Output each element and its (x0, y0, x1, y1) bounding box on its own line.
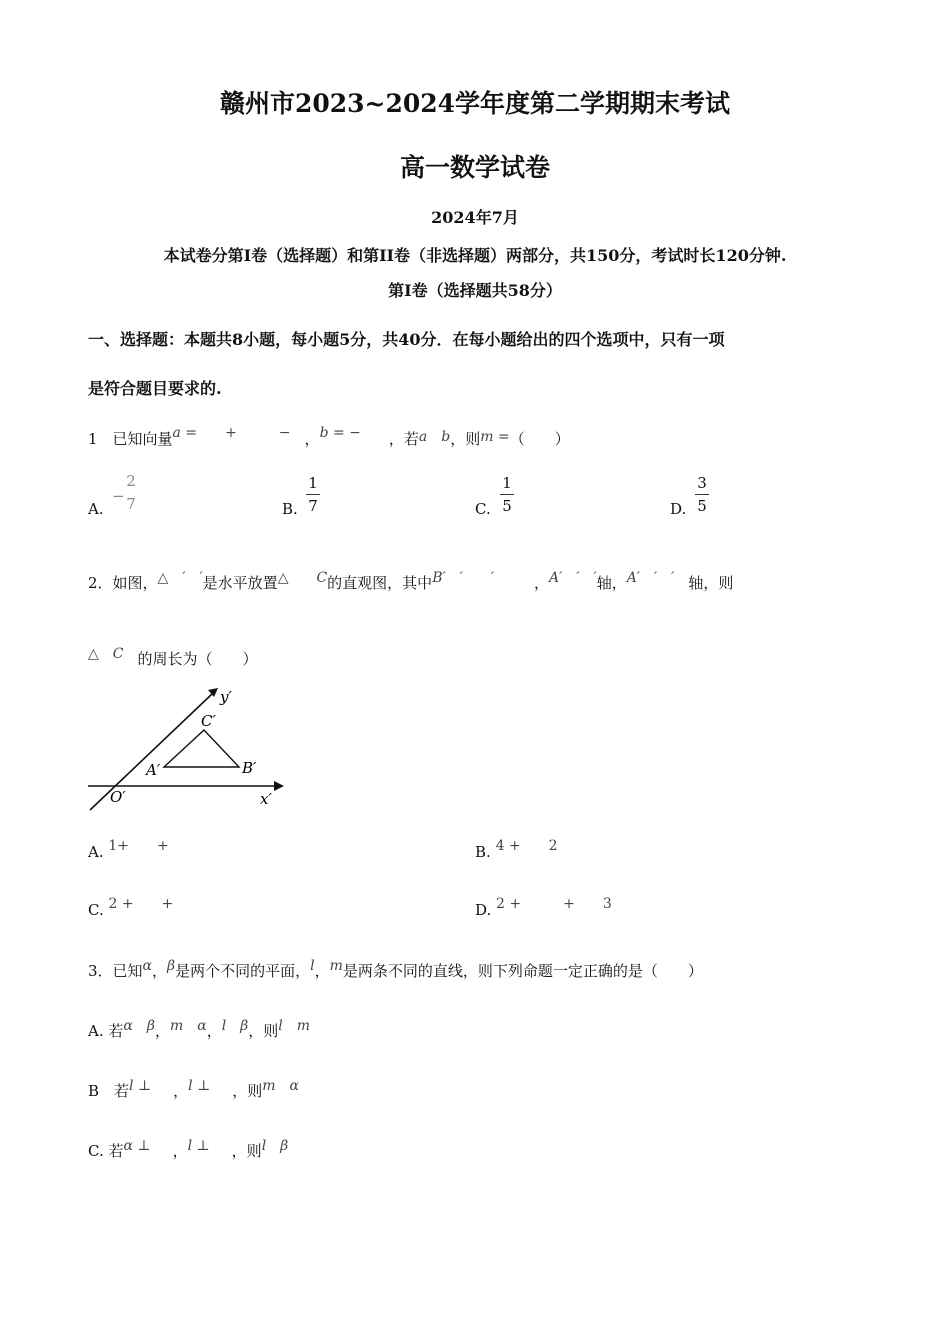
q1-option-a-fraction (124, 472, 138, 513)
q1-vector-a: a = + − (172, 425, 305, 441)
point-b-label: B′ (242, 759, 257, 777)
q2-text2: 的直观图，其中 (327, 574, 433, 592)
q1-m: m = (480, 429, 510, 445)
q1-option-a-neg: − (112, 487, 125, 505)
oblique-drawing-figure (84, 684, 284, 814)
q2-triangle: △ C (277, 570, 328, 586)
q3-option-a (88, 1020, 310, 1041)
section-heading-line1: 一、选择题：本题共8小题，每小题5分，共40分．在每小题给出的四个选项中，只有一项 (88, 330, 725, 349)
question-2-line2 (88, 648, 258, 669)
q2-option-a (88, 838, 169, 862)
q2-math1: B′ ′ ′ (432, 570, 495, 586)
q2-option-c (88, 896, 174, 920)
q1-prefix: 1 已知向量 (88, 430, 173, 448)
q2-sep: ， (534, 574, 550, 592)
q1-option-d-label: D. (670, 500, 687, 518)
q3-option-a-c1: ， (154, 1022, 170, 1040)
q3-option-c-c2: ，则 (231, 1142, 262, 1160)
q3-option-b-c1: ， (173, 1082, 189, 1100)
q1-option-c-den: 5 (502, 497, 512, 515)
q1-option-b-den: 7 (308, 497, 318, 515)
q1-option-d-num: 3 (697, 474, 707, 492)
q2-triangle-prime: △ ′ ′ (157, 570, 203, 586)
q3-option-c (88, 1140, 288, 1161)
q1-option-c-fraction (500, 474, 514, 515)
q1-option-d-fraction (695, 474, 709, 515)
q3-option-b-c2: ，则 (232, 1082, 263, 1100)
q2-text1: 是水平放置 (202, 574, 278, 592)
q3-option-a-label: A. 若 (88, 1022, 124, 1040)
q1-option-a-num: 2 (126, 472, 136, 490)
q1-if: ，若 (388, 430, 419, 448)
q1-option-c-num: 1 (502, 474, 512, 492)
q2-triangle-abc: △ C (88, 646, 124, 662)
q3-prefix: 3．已知 (88, 962, 143, 980)
q3-beta: β (167, 958, 176, 974)
q1-option-d-den: 5 (697, 497, 707, 515)
q3-option-c-p3: l β (261, 1138, 289, 1154)
q2-option-d (475, 896, 612, 920)
point-c-label: C′ (201, 712, 216, 730)
q3-option-a-p3: l β (221, 1018, 249, 1034)
q2-option-b-label: B. (475, 843, 491, 861)
q2-option-d-label: D. (475, 901, 492, 919)
exam-date: 2024年7月 (431, 208, 519, 227)
q2-option-a-label: A. (88, 843, 104, 861)
q3-option-b-p1: l ⊥ (129, 1078, 152, 1094)
q3-comma1: ， (152, 962, 168, 980)
question-3 (88, 960, 703, 981)
q1-option-b-fraction (306, 474, 320, 515)
x-axis-arrow (274, 781, 284, 791)
q2-text3: 轴， (596, 574, 627, 592)
section-heading-line2: 是符合题目要求的. (88, 379, 222, 398)
exam-subtitle: 高一数学试卷 (399, 153, 550, 182)
q3-option-a-p1: α β (123, 1018, 155, 1034)
q2-option-a-value: 1+ + (108, 838, 169, 854)
q3-comma2: ， (314, 962, 330, 980)
point-a-label: A′ (146, 761, 161, 779)
q2-math2: A′ ′ ′ (549, 570, 597, 586)
y-axis (90, 694, 212, 810)
q1-option-b-num: 1 (308, 474, 318, 492)
q1-vector-b: b = − (319, 425, 389, 441)
q1-option-b-label: B. (282, 500, 298, 518)
q3-option-c-label: C. 若 (88, 1142, 124, 1160)
q3-option-c-c1: ， (172, 1142, 188, 1160)
q2-text5: 的周长为（ ） (137, 650, 258, 668)
q2-math3: A′ ′ ′ (626, 570, 675, 586)
q2-option-c-value: 2 + + (108, 896, 174, 912)
origin-label: O′ (110, 788, 126, 806)
q3-option-a-then: ，则 (248, 1022, 279, 1040)
q3-option-c-p2: l ⊥ (187, 1138, 210, 1154)
q3-option-a-p4: l m (278, 1018, 311, 1034)
q3-l: l (310, 958, 315, 974)
q3-text1: 是两个不同的平面， (175, 962, 311, 980)
q1-comma: ， (304, 430, 320, 448)
q1-then: ，则 (450, 430, 481, 448)
q3-option-a-p2: m α (169, 1018, 207, 1034)
question-1 (88, 425, 570, 449)
q2-option-d-value: 2 + + 3 (496, 896, 612, 912)
exam-title: 赣州市2023~2024学年度第二学期期末考试 (219, 89, 731, 118)
q1-option-a-label: A. (88, 500, 104, 518)
q2-text4: 轴，则 (688, 574, 734, 592)
q1-paren: （ ） (509, 430, 570, 448)
q3-option-c-p1: α ⊥ (123, 1138, 151, 1154)
q3-alpha: α (142, 958, 153, 974)
q3-m: m (329, 958, 343, 974)
q3-option-b-p2: l ⊥ (188, 1078, 211, 1094)
q3-option-b-label: B 若 (88, 1082, 130, 1100)
q3-option-a-c2: ， (206, 1022, 222, 1040)
q2-option-c-label: C. (88, 901, 104, 919)
q3-option-b-p3: m α (262, 1078, 299, 1094)
q2-prefix: 2．如图， (88, 574, 158, 592)
triangle-abc-prime (164, 730, 239, 767)
q2-option-b (475, 838, 558, 862)
question-2-line1 (88, 572, 733, 593)
y-axis-label: y′ (220, 688, 232, 706)
q3-option-b (88, 1080, 299, 1101)
q1-option-a-den: 7 (126, 495, 136, 513)
volume-heading: 第I卷（选择题共58分） (388, 281, 562, 300)
x-axis-label: x′ (260, 790, 272, 808)
q1-option-c-label: C. (475, 500, 491, 518)
q3-text2: 是两条不同的直线，则下列命题一定正确的是（ ） (342, 962, 703, 980)
exam-intro: 本试卷分第I卷（选择题）和第II卷（非选择题）两部分，共150分，考试时长120分钟. (163, 246, 787, 265)
q1-condition: a b (418, 429, 451, 445)
q2-option-b-value: 4 + 2 (495, 838, 558, 854)
